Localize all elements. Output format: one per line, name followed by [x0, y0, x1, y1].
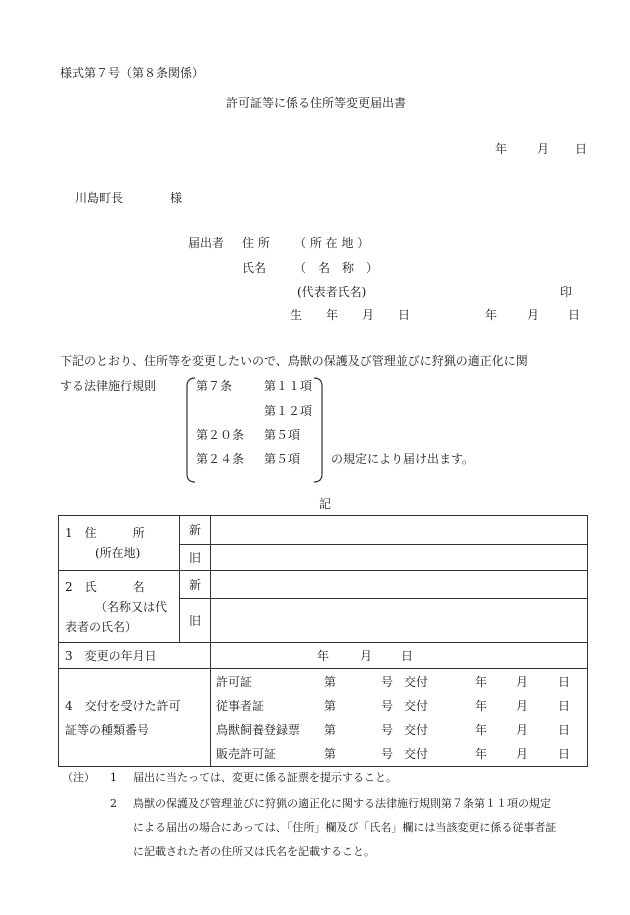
date-day: 日 [575, 142, 588, 156]
body-line-1: 下記のとおり、住所等を変更したいので、鳥獣の保護及び管理並びに狩猟の適正化に関 [60, 354, 528, 368]
name-row-sublabel-2: 表者の氏名） [65, 619, 138, 634]
address-row-sublabel: (所在地) [95, 546, 141, 560]
birth-year: 年 [485, 308, 498, 322]
birth-month: 月 [527, 308, 540, 322]
address-new-field[interactable] [211, 516, 588, 545]
name-label: 氏名 [242, 261, 267, 275]
brace-row-1-article: 第７条 [196, 379, 233, 393]
document-title: 許可証等に係る住所等変更届出書 [226, 96, 407, 110]
birth-date-label: 生 年 月 日 [290, 308, 411, 322]
applicant-label: 届出者 [188, 236, 225, 250]
permit-row-month: 月 [516, 698, 529, 713]
permit-row-year: 年 [475, 722, 488, 737]
date-year: 年 [495, 142, 508, 156]
ki-heading: 記 [319, 497, 332, 511]
permit-row[interactable] [211, 718, 587, 742]
change-date-year: 年 [317, 648, 330, 663]
permit-row-year: 年 [475, 746, 488, 761]
permit-row-day: 日 [558, 746, 571, 761]
change-date-day: 日 [401, 648, 414, 663]
permit-row[interactable] [211, 742, 587, 766]
note-2-line-3: に記載された者の住所又は氏名を記載すること。 [133, 845, 375, 858]
representative-paren: (代表者氏名) [297, 285, 367, 299]
change-date-field[interactable] [211, 643, 588, 669]
permit-row-dai: 第 [324, 674, 337, 689]
permit-row-kofu: 交付 [404, 746, 429, 761]
body-line-2: する法律施行規則 [60, 379, 157, 393]
permits-row-sublabel: 証等の種類番号 [65, 722, 150, 737]
brace-row-3-clause: 第５項 [264, 428, 301, 442]
addressee-name: 川島町長 [75, 191, 124, 205]
name-label-cell [59, 571, 180, 643]
address-row-label: 1 住 所 [65, 526, 145, 540]
address-label: 住 所 [242, 236, 270, 250]
permit-row-name: 鳥獣飼養登録票 [216, 722, 301, 737]
date-month: 月 [537, 142, 550, 156]
note-2-line-1: 鳥獣の保護及び管理並びに狩猟の適正化に関する法律施行規則第７条第１１項の規定 [133, 797, 551, 810]
name-row-label: 2 氏 名 [65, 579, 145, 594]
permit-row-go: 号 [381, 674, 394, 689]
address-new-label: 新 [180, 516, 211, 545]
addressee-honorific: 様 [170, 191, 183, 205]
permit-row-month: 月 [516, 746, 529, 761]
permit-row-kofu: 交付 [404, 674, 429, 689]
permit-row-day: 日 [558, 674, 571, 689]
brace-row-2-clause: 第１２項 [264, 404, 313, 418]
change-date-label: 3 変更の年月日 [59, 643, 211, 669]
brace-row-4-clause: 第５項 [264, 452, 301, 466]
address-label-cell [59, 516, 180, 571]
permit-row-day: 日 [558, 722, 571, 737]
permits-list-cell [211, 669, 588, 767]
note-2-line-2: による届出の場合にあっては、「住所」欄及び「氏名」欄には当該変更に係る従事者証 [133, 821, 557, 834]
permit-row-go: 号 [381, 698, 394, 713]
note-1-text: 届出に当たっては、変更に係る証票を提示すること。 [133, 771, 397, 784]
note-2-number: 2 [110, 797, 117, 810]
brace-row-1-clause: 第１１項 [264, 379, 313, 393]
name-old-field[interactable] [211, 599, 588, 643]
permit-row-kofu: 交付 [404, 698, 429, 713]
body-tail: の規定により届け出ます。 [331, 452, 475, 466]
permit-row-year: 年 [475, 698, 488, 713]
form-number: 様式第７号（第８条関係） [60, 66, 205, 80]
permit-row[interactable] [211, 694, 587, 718]
permit-row-go: 号 [381, 722, 394, 737]
left-brace [184, 376, 196, 484]
address-paren: （ 所 在 地 ） [294, 236, 370, 250]
change-form-table [58, 515, 588, 767]
notes-label: （注） [62, 771, 95, 784]
name-new-field[interactable] [211, 571, 588, 599]
permit-row-dai: 第 [324, 722, 337, 737]
address-old-label: 旧 [180, 545, 211, 571]
permit-row-dai: 第 [324, 746, 337, 761]
permit-row[interactable] [211, 670, 587, 694]
permit-row-day: 日 [558, 698, 571, 713]
note-1-number: 1 [110, 771, 117, 784]
brace-row-3-article: 第２０条 [196, 428, 245, 442]
name-new-label: 新 [180, 571, 211, 599]
permit-row-year: 年 [475, 674, 488, 689]
permit-row-kofu: 交付 [404, 722, 429, 737]
permit-row-go: 号 [381, 746, 394, 761]
permit-row-month: 月 [516, 674, 529, 689]
brace-row-4-article: 第２４条 [196, 452, 245, 466]
permit-row-dai: 第 [324, 698, 337, 713]
right-brace [313, 376, 325, 484]
name-paren: （ 名 称 ） [294, 261, 379, 275]
name-row-sublabel-1: （名称又は代 [95, 599, 168, 614]
name-old-label: 旧 [180, 599, 211, 643]
permits-label-cell [59, 669, 211, 767]
address-old-field[interactable] [211, 545, 588, 571]
permit-row-month: 月 [516, 722, 529, 737]
permit-row-name: 許可証 [216, 674, 253, 689]
birth-day: 日 [568, 308, 581, 322]
permits-row-label: 4 交付を受けた許可 [65, 698, 181, 713]
change-date-month: 月 [360, 648, 373, 663]
seal-mark: 印 [560, 285, 573, 299]
permit-row-name: 販売許可証 [216, 746, 277, 761]
permit-row-name: 従事者証 [216, 698, 265, 713]
